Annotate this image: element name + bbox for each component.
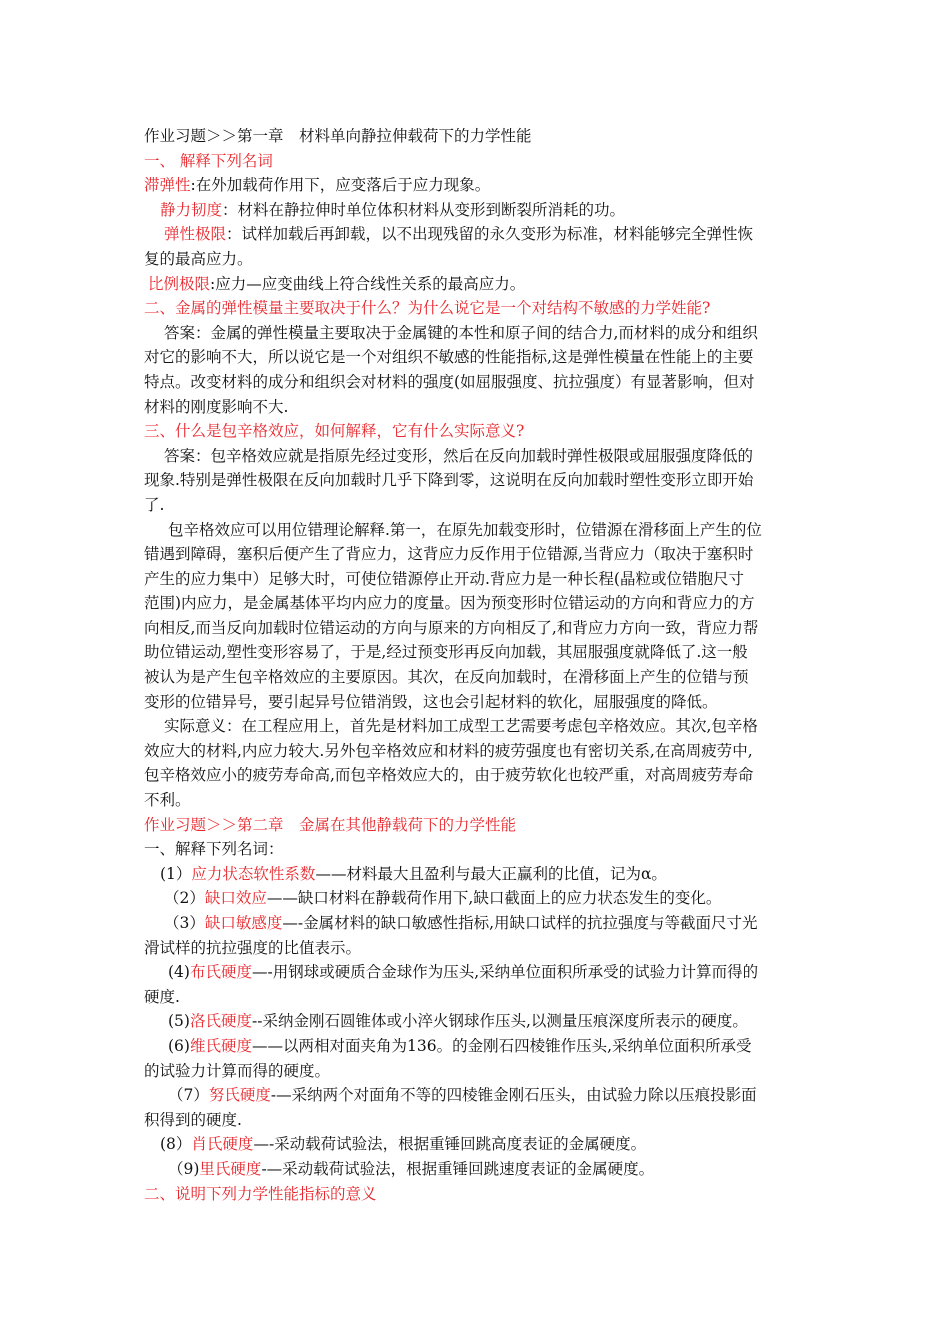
ch1-q3-answer-line: 现象.特别是弹性极限在反向加载时几乎下降到零，这说明在反向加载时塑性变形立即开始 [144,471,754,490]
ch2-term-item-cont: 滑试样的抗拉强度的比值表示。 [144,938,362,957]
ch1-q3-explain-line: 范围)内应力，是金属基体平均内应力的度量。因为预变形时位错运动的方向和背应力的方 [144,594,755,613]
ch2-term-item-cont: 的试验力计算而得的硬度。 [144,1061,331,1080]
ch1-q3-significance-line: 效应大的材料,内应力较大.另外包辛格效应和材料的疲劳强度也有密切关系,在高周疲劳中, [144,741,753,760]
ch1-q3-heading: 三、什么是包辛格效应，如何解释，它有什么实际意义? [144,422,525,441]
ch2-term-item [144,911,810,936]
ch1-q3-significance-line: 包辛格效应小的疲劳寿命高,而包辛格效应大的，由于疲劳软化也较严重，对高周疲劳寿命 [144,766,754,785]
item-number: (1） [160,864,192,883]
term-label: 缺口效应 [204,889,267,908]
ch2-term-item [144,960,810,985]
item-number: （2） [164,889,205,908]
chapter1-title: 作业习题＞＞第一章 材料单向静拉伸载荷下的力学性能 [144,127,532,145]
term-definition: —-采动载荷试验法，根据重锤回跳高度表证的金属硬度。 [253,1135,647,1154]
ch1-q3-explain-line: 助位错运动,塑性变形容易了，于是,经过预变形再反向加载，其屈服强度就降低了.这一般 [144,643,748,662]
ch1-q3-explain-line: 错遇到障碍，塞积后便产生了背应力，这背应力反作用于位错源,当背应力（取决于塞积时 [144,545,754,564]
term-label: 肖氏硬度 [191,1135,254,1154]
term-label: 应力状态软性系数 [191,864,316,883]
ch2-q2-heading: 二、说明下列力学性能指标的意义 [144,1184,377,1203]
ch1-q3-explain-line: 包辛格效应可以用位错理论解释.第一，在原先加载变形时，位错源在滑移面上产生的位 [168,520,762,539]
term-label: 滞弹性 [144,176,191,195]
term-definition: :应力—应变曲线上符合线性关系的最高应力。 [210,274,526,293]
term-definition: :在外加载荷作用下，应变落后于应力现象。 [190,176,491,195]
ch2-q1-heading: 一、解释下列名词： [144,840,284,859]
ch1-q3-significance-line: 不利。 [144,791,191,810]
ch1-q2-answer-line: 答案：金属的弹性模量主要取决于金属键的本性和原子间的结合力,而材料的成分和组织 [164,323,758,342]
term-label: 努氏硬度 [208,1086,271,1105]
item-number: (4) [168,963,190,982]
ch2-term-item-cont: 积得到的硬度. [144,1110,242,1129]
ch1-q2-answer-line: 材料的刚度影响不大. [144,397,289,416]
term-definition: ——材料最大且盈利与最大正赢利的比值，记为α。 [315,864,667,883]
term-label: 布氏硬度 [189,963,252,982]
ch1-q3-explain-line: 被认为是产生包辛格效应的主要原因。其次，在反向加载时，在滑移面上产生的位错与预 [144,668,749,687]
term-definition: -—采动载荷试验法，根据重锤回跳速度表证的金属硬度。 [261,1159,655,1178]
ch2-term-item [144,1034,810,1059]
ch1-q1-heading: 一、 解释下列名词 [144,151,273,170]
ch2-term-item [144,862,810,887]
ch1-q3-explain-line: 向相反,而当反向加载时位错运动的方向与原来的方向相反了,和背应力方向一致，背应力帮 [144,618,759,637]
term-label: 维氏硬度 [189,1036,252,1055]
ch2-term-item [144,1157,810,1182]
ch2-term-item [144,886,810,911]
term-definition: —-金属材料的缺口敏感性指标,用缺口试样的抗拉强度与等截面尺寸光 [282,914,758,932]
term-definition: --采纳金刚石圆锥体或小淬火钢球作压头,以测量压痕深度所表示的硬度。 [251,1012,748,1031]
term-static-toughness [144,198,810,223]
item-number: （9) [168,1159,200,1178]
ch2-term-item [144,1083,810,1108]
term-label: 洛氏硬度 [189,1012,252,1031]
ch2-term-item [144,1009,810,1034]
term-label: 弹性极限 [164,225,227,244]
term-definition: ：材料在静拉伸时单位体积材料从变形到断裂所消耗的功。 [222,200,626,219]
ch1-q3-answer-line: 答案：包辛格效应就是指原先经过变形，然后在反向加载时弹性极限或屈服强度降低的 [164,446,754,465]
term-definition: ——以两相对面夹角为136。的金刚石四棱锥作压头,采纳单位面积所承受 [251,1036,752,1055]
term-label: 静力韧度 [160,200,223,219]
ch1-q2-heading: 二、金属的弹性模量主要取决于什么？为什么说它是一个对结构不敏感的力学姓能? [144,299,711,318]
term-label: 比例极限 [148,274,211,293]
item-number: (5) [168,1012,190,1031]
term-proportional-limit [144,272,810,297]
ch1-q3-explain-line: 产生的应力集中）足够大时，可使位错源停止开动.背应力是一种长程(晶粒或位错胞尺寸 [144,569,744,588]
term-anelasticity [144,173,810,198]
term-definition: ：试样加载后再卸载，以不出现残留的永久变形为标准，材料能够完全弹性恢 [226,225,754,244]
item-number: (8） [160,1135,192,1154]
ch2-term-item [144,1132,810,1157]
item-number: (6) [168,1036,190,1055]
document-page [144,124,810,1206]
ch1-q3-answer-line: 了. [144,495,165,514]
ch1-q3-significance-line: 实际意义：在工程应用上，首先是材料加工成型工艺需要考虑包辛格效应。其次,包辛格 [164,717,758,736]
item-number: （3） [164,914,205,932]
ch2-term-item-cont: 硬度. [144,987,180,1006]
ch1-q3-explain-line: 变形的位错异号，要引起异号位错消毁，这也会引起材料的软化，屈服强度的降低。 [144,692,718,711]
term-label: 里氏硬度 [199,1159,262,1178]
term-elastic-limit-cont: 复的最高应力。 [144,249,253,268]
term-label: 缺口敏感度 [204,914,283,932]
term-definition: -—采纳两个对面角不等的四棱锥金刚石压头，由试验力除以压痕投影面 [270,1086,757,1105]
chapter2-title: 作业习题＞＞第二章 金属在其他静载荷下的力学性能 [144,815,517,834]
term-definition: ——缺口材料在静载荷作用下,缺口截面上的应力状态发生的变化。 [266,889,722,908]
item-number: （7） [168,1086,209,1105]
ch1-q2-answer-line: 对它的影响不大，所以说它是一个对组织不敏感的性能指标,这是弹性模量在性能上的主要 [144,348,754,367]
term-elastic-limit [144,222,810,247]
ch1-q2-answer-line: 特点。改变材料的成分和组织会对材料的强度(如屈服强度、抗拉强度）有显著影响，但对 [144,372,755,391]
term-definition: —-用钢球或硬质合金球作为压头,采纳单位面积所承受的试验力计算而得的 [251,963,759,982]
